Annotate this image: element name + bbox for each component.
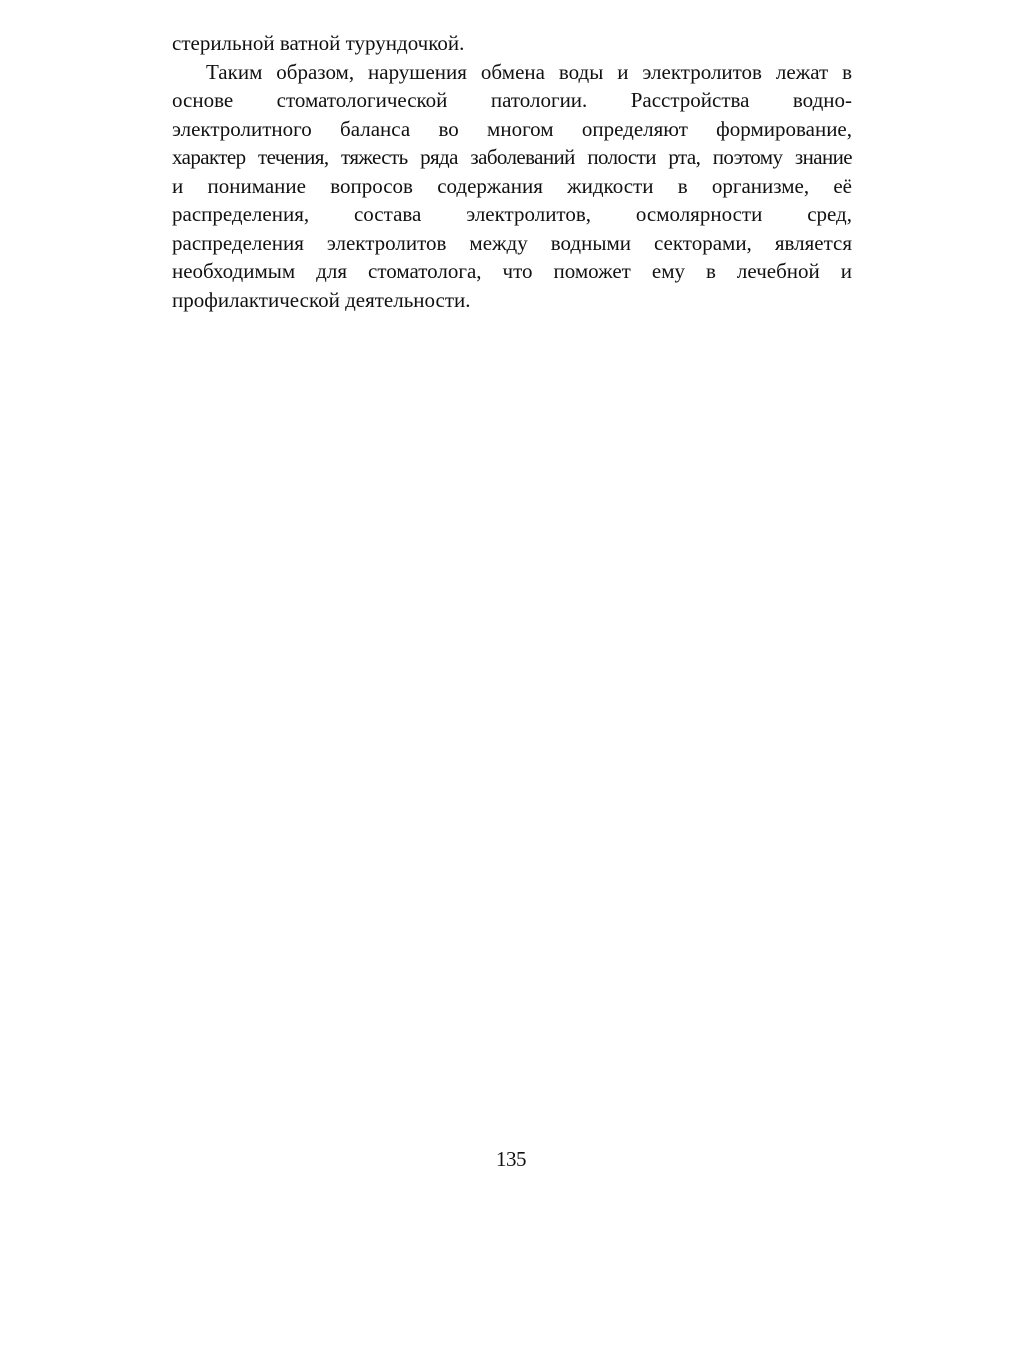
paragraph-line: необходимым для стоматолога, что поможет ему в лечебной и: [172, 259, 852, 283]
paragraph-line: и понимание вопросов содержания жидкости в организме, её: [172, 173, 852, 198]
paragraph-line: основе стоматологической патологии. Расстройства водно-: [172, 88, 852, 112]
paragraph: [172, 58, 852, 315]
paragraph-line: распределения, состава электролитов, осмолярности сред,: [172, 202, 852, 226]
paragraph-line: характер течения, тяжесть ряда заболеваний полости рта, поэтому знание: [172, 145, 852, 169]
paragraph-line: Таким образом, нарушения обмена воды и электролитов лежат в: [206, 59, 852, 84]
paragraph-line: профилактической деятельности.: [172, 287, 471, 312]
body-text: [172, 29, 852, 314]
paragraph-line: распределения электролитов между водными секторами, является: [172, 230, 852, 255]
page-number: 135: [496, 1147, 526, 1171]
paragraph-line: электролитного баланса во многом определяют формирование,: [172, 116, 852, 141]
continuation-line: стерильной ватной турундочкой.: [172, 31, 465, 55]
